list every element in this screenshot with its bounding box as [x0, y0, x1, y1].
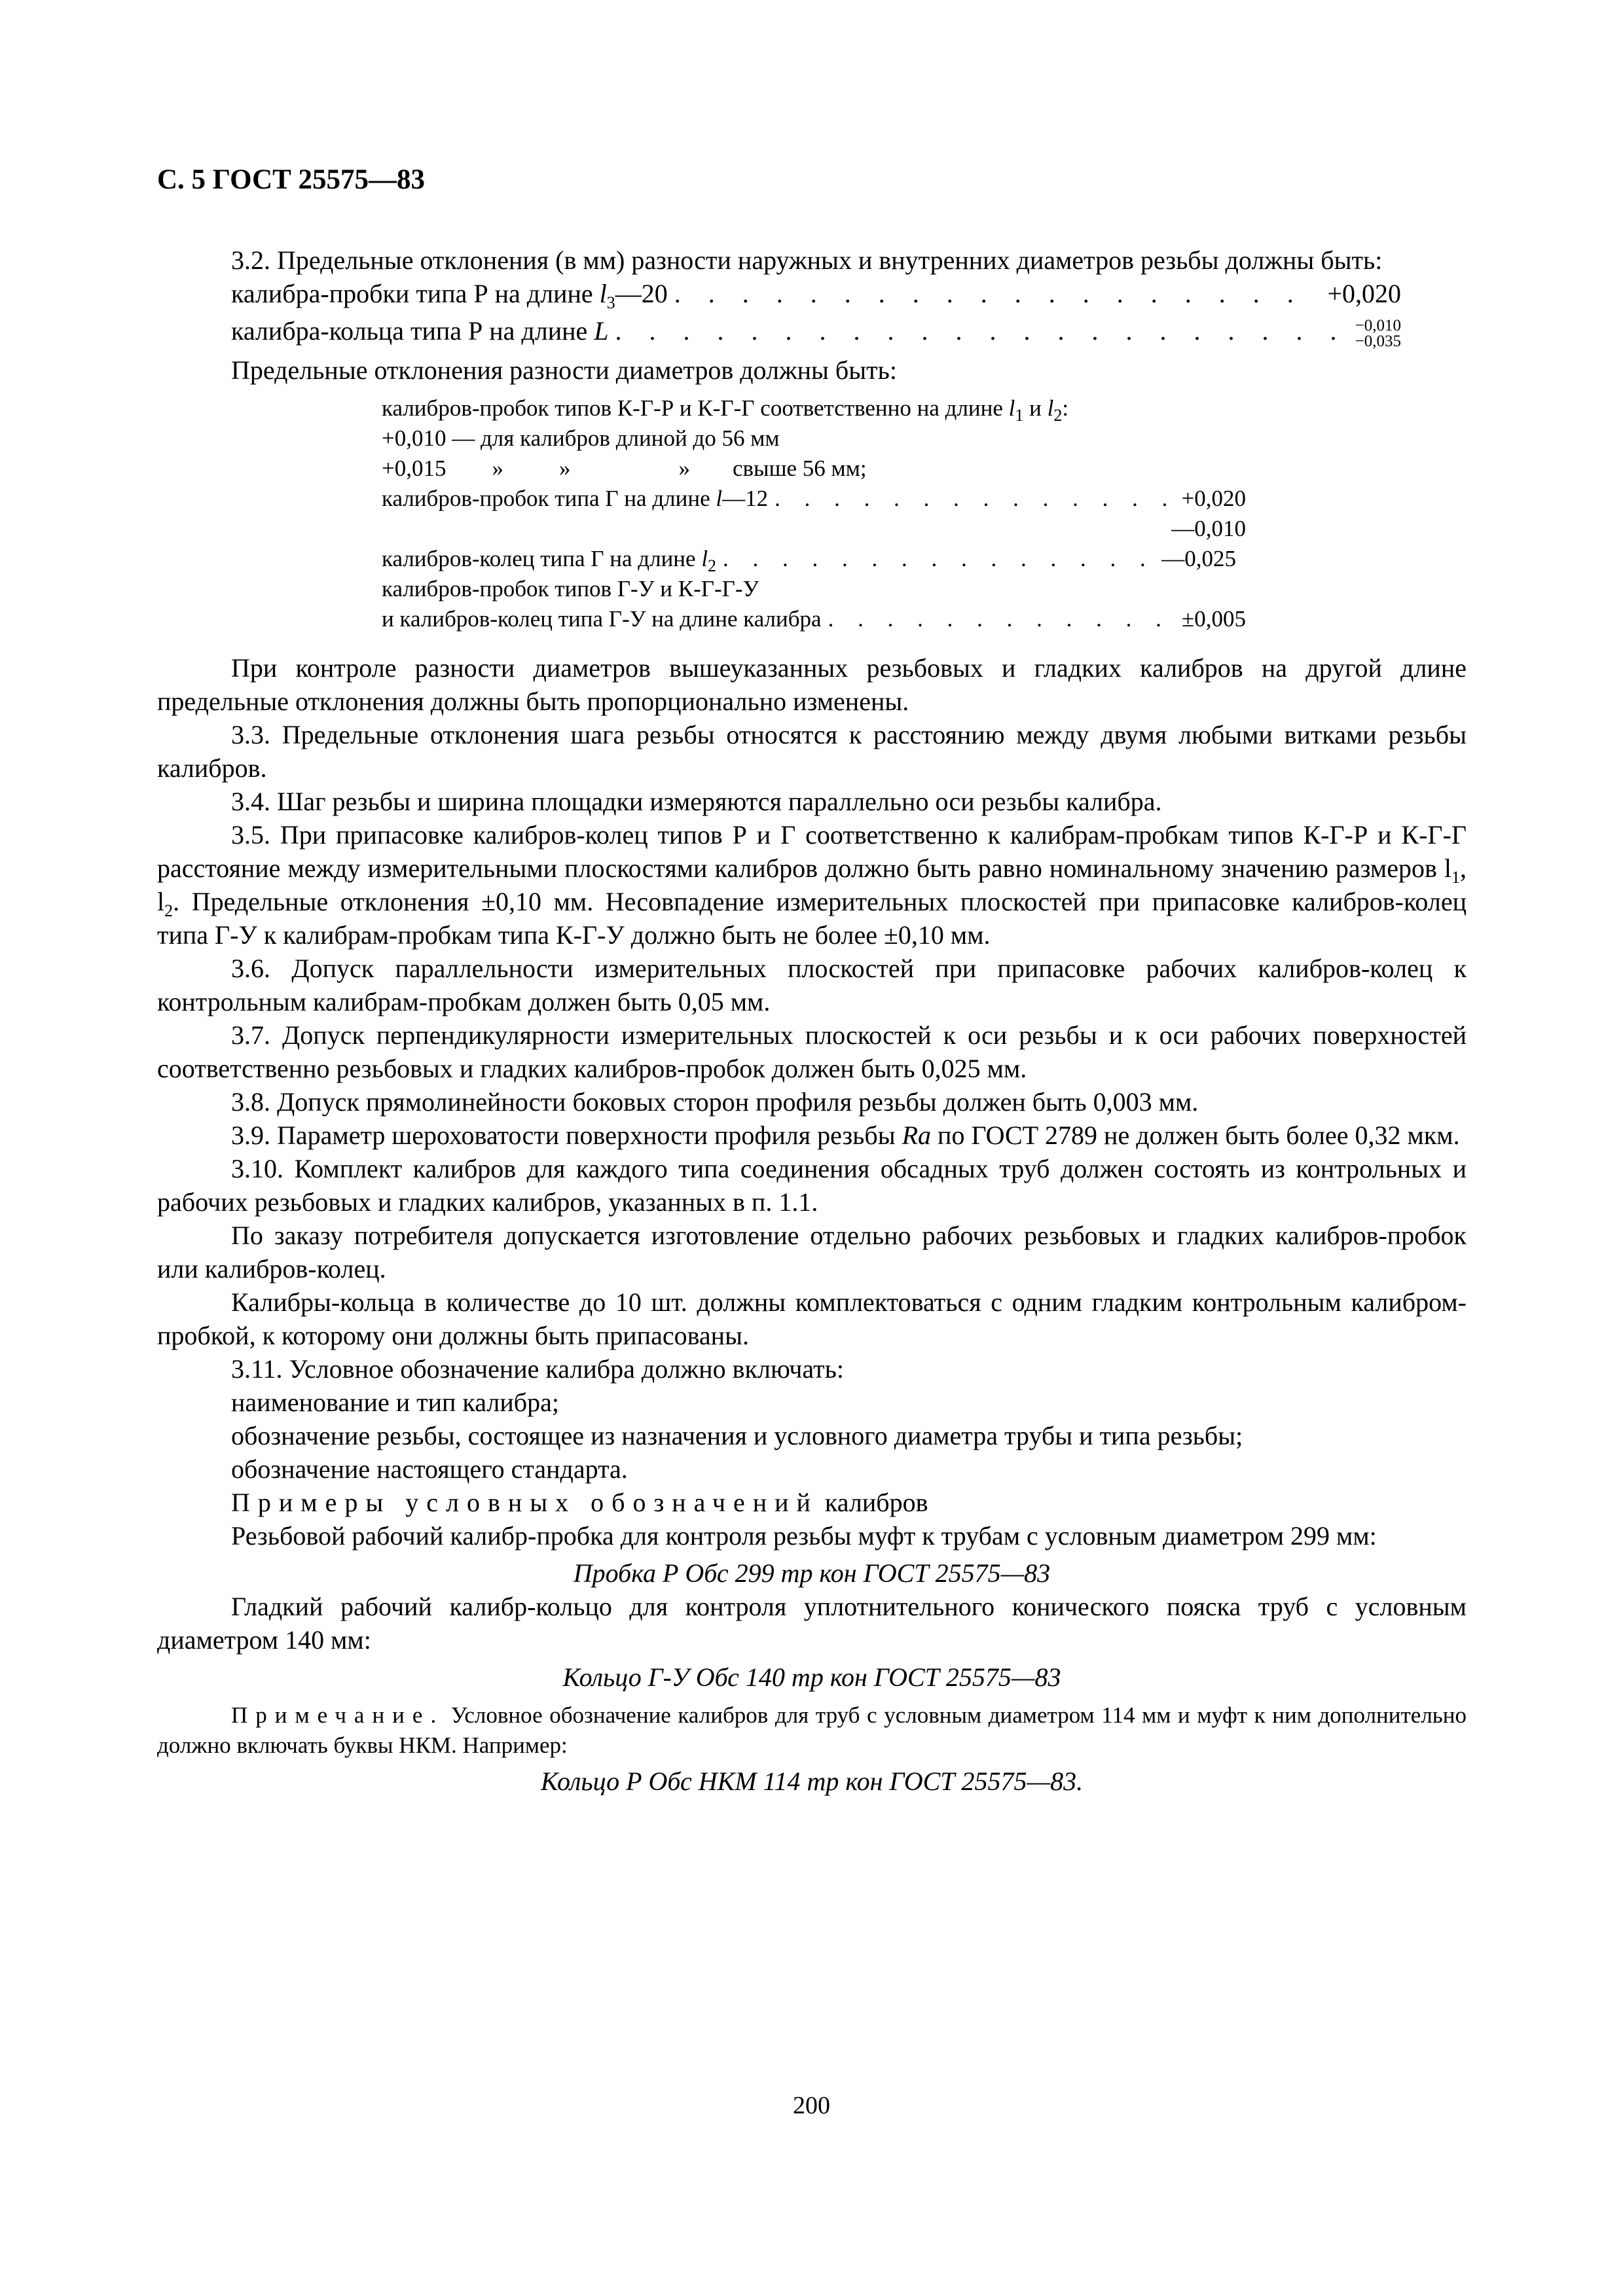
- dot-leader: [723, 544, 1155, 574]
- paragraph-3-4: 3.4. Шаг резьбы и ширина площадки измеряются параллельно оси резьбы калибра.: [231, 786, 1162, 816]
- dot-leader: [828, 604, 1175, 634]
- dot-leader: [615, 314, 1349, 348]
- page-header: С. 5 ГОСТ 25575—83: [157, 164, 426, 195]
- tolerance-row-label: калибра-кольца типа Р на длине L: [231, 316, 609, 346]
- tolerance-lower: −0,035: [1355, 332, 1401, 350]
- tolerance-row-plug-g: калибров-пробок типа Г на длине l—12 . . . +0,020: [382, 484, 1246, 514]
- paragraph: По заказу потребителя допускается изготовление отдельно рабочих резьбовых и гладких калибров-пробок или калибров-колец.: [157, 1220, 1467, 1283]
- tolerance-stack: [1355, 318, 1401, 350]
- paragraph-3-2: 3.2. Предельные отклонения (в мм) разности наружных и внутренних диаметров резьбы должны быть:: [231, 245, 1383, 275]
- paragraph-3-8: 3.8. Допуск прямолинейности боковых сторон профиля резьбы должен быть 0,003 мм.: [231, 1086, 1199, 1117]
- dot-leader: [674, 277, 1321, 310]
- example-1-text: Резьбовой рабочий калибр-пробка для контроля резьбы муфт к трубам с условным диаметром 299 мм:: [231, 1520, 1377, 1551]
- tolerance-list: [382, 393, 1396, 634]
- paragraph: Калибры-кольца в количестве до 10 шт. должны комплектоваться с одним гладким контрольным калибром-пробкой, к которому они должны быть припасованы.: [157, 1287, 1467, 1350]
- small-line: +0,015 » » » свыше 56 мм;: [382, 455, 867, 481]
- tolerance-upper-value: —0,010: [1171, 515, 1246, 541]
- note-designation: Кольцо Р Обс НКМ 114 тр кон ГОСТ 25575—83.: [540, 1766, 1084, 1796]
- paragraph-3-5: 3.5. При припасовке калибров-колец типов Р и Г соответственно к калибрам-пробкам типов К-Г-Р и К-Г-Г расстояние между измерительными плоскостями калибров должно быть равно номинальному значению размеров $l_1$, $l_2$. Предельные отклонения ±0,10 мм. Несовпадение измерительных плоскостей при припасовке калибров-колец типа Г-У к калибрам-пробкам типа К-Г-У должно быть не более ±0,10 мм.: [157, 819, 1467, 950]
- paragraph-3-10: 3.10. Комплект калибров для каждого типа соединения обсадных труб должен состоять из контрольных и рабочих резьбовых и гладких калибров, указанных в п. 1.1.: [157, 1153, 1467, 1217]
- example-2-text: Гладкий рабочий калибр-кольцо для контроля уплотнительного конического пояска труб с условным диаметром 140 мм:: [157, 1591, 1467, 1655]
- paragraph-3-6: 3.6. Допуск параллельности измерительных плоскостей при припасовке рабочих калибров-колец к контрольным калибрам-пробкам должен быть 0,05 мм.: [157, 953, 1467, 1016]
- paragraph: При контроле разности диаметров вышеуказанных резьбовых и гладких калибров на другой длине предельные отклонения должны быть пропорционально изменены.: [157, 653, 1467, 716]
- document-body: [157, 243, 1467, 1798]
- tolerance-value: ±0,005: [1182, 605, 1246, 632]
- list-item: обозначение резьбы, состоящее из назначения и условного диаметра трубы и типа резьбы;: [231, 1420, 1243, 1450]
- list-item: наименование и тип калибра;: [231, 1387, 559, 1417]
- paragraph-lead: Предельные отклонения разности диаметров должны быть:: [231, 355, 897, 385]
- tolerance-value: —0,025: [1161, 545, 1236, 571]
- examples-heading: Примеры условных обозначений калибров: [231, 1487, 928, 1517]
- list-item: обозначение настоящего стандарта.: [231, 1454, 628, 1484]
- tolerance-row-plug-p: [231, 277, 1401, 310]
- small-line: калибров-пробок типов Г-У и К-Г-Г-У: [382, 575, 759, 601]
- dot-leader: [775, 484, 1175, 514]
- note: Примечание. Условное обозначение калибров для труб с условным диаметром 114 мм и муфт к ним дополнительно должно включать буквы НКМ. Например:: [157, 1702, 1467, 1758]
- small-line: калибров-пробок типов К-Г-Р и К-Г-Г соответственно на длине $l_1$ и $l_2$:: [382, 395, 1069, 425]
- page-number: 200: [793, 2092, 830, 2119]
- tolerance-upper: −0,010: [1355, 316, 1401, 334]
- small-line: +0,010 — для калибров длиной до 56 мм: [382, 425, 780, 451]
- tolerance-value: [1355, 314, 1401, 350]
- paragraph-3-7: 3.7. Допуск перпендикулярности измерительных плоскостей к оси резьбы и к оси рабочих поверхностей соответственно резьбовых и гладких калибров-пробок должен быть 0,025 мм.: [157, 1020, 1467, 1083]
- example-2-designation: Кольцо Г-У Обс 140 тр кон ГОСТ 25575—83: [562, 1662, 1061, 1692]
- example-1-designation: Пробка Р Обс 299 тр кон ГОСТ 25575—83: [573, 1558, 1051, 1588]
- paragraph-3-11: 3.11. Условное обозначение калибра должно включать:: [231, 1354, 844, 1384]
- paragraph-3-3: 3.3. Предельные отклонения шага резьбы относятся к расстоянию между двумя любыми витками резьбы калибров.: [157, 719, 1467, 783]
- note-label: Примечание.: [231, 1702, 445, 1728]
- tolerance-row-ring-p: [231, 314, 1401, 350]
- tolerance-row-gu: и калибров-колец типа Г-У на длине калибра . . . ±0,005: [382, 604, 1246, 634]
- tolerance-value: +0,020: [1327, 279, 1401, 308]
- paragraph-3-9: 3.9. Параметр шероховатости поверхности профиля резьбы Ra по ГОСТ 2789 не должен быть более 0,32 мкм.: [231, 1120, 1460, 1150]
- tolerance-row-ring-g: калибров-колец типа Г на длине $l_2$ . . . —0,025: [382, 544, 1236, 574]
- tolerance-value: +0,020: [1181, 485, 1246, 511]
- tolerance-row-label: калибра-пробки типа Р на длине $l_3—20$: [231, 279, 668, 312]
